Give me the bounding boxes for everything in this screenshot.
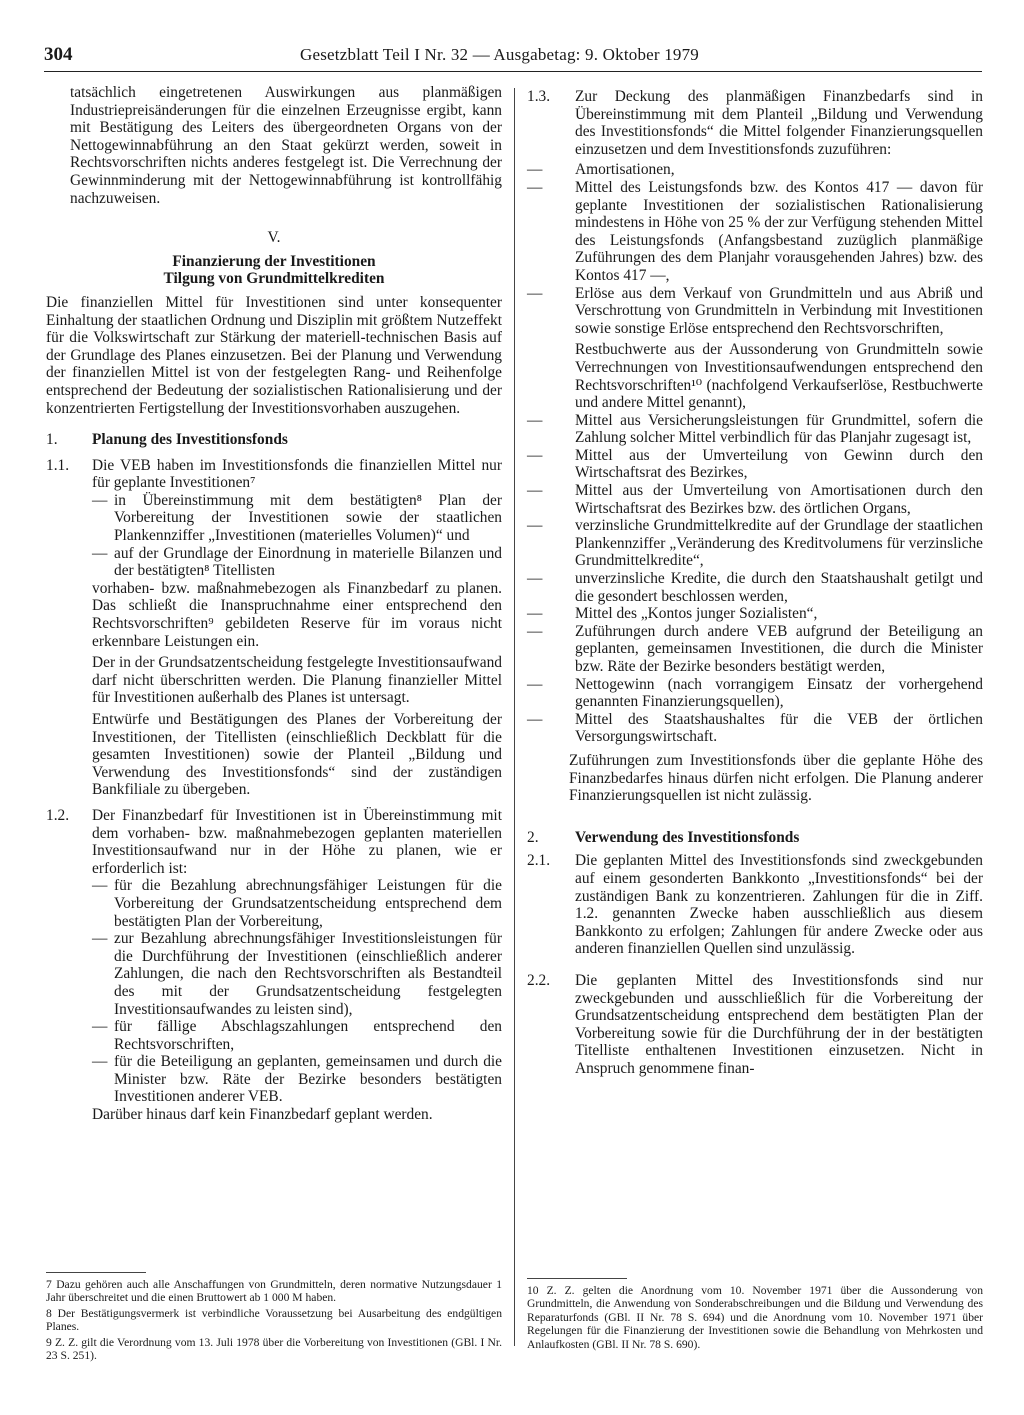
list-item: — für die Bezahlung abrechnungsfähiger Leistungen für die Vorbereitung der Grundsatzentscheidung entsprechend dem bestätigten Plan der Vorbereitung, [92,877,502,930]
paragraph-text: Darüber hinaus darf kein Finanzbedarf geplant werden. [92,1106,433,1124]
paragraph-number: 2.2. [527,971,551,989]
list-item: — Mittel aus der Umverteilung von Amortisationen durch den Wirtschaftsrat des Bezirkes bzw. des örtlichen Organs, [527,482,983,517]
paragraph-2-2-text: Die geplanten Mittel des Investitionsfonds sind nur zweckgebunden und ausschließlich für die Vorbereitung der Grundsatzentscheidung entsprechend dem bestätigten Plan der Vorbereitung sowie für die Durchführung der in der bestätigten Titelliste enthaltenen Investitionen einzusetzen. Nicht in Anspruch genommene finan- [575,971,983,1077]
heading-1-number: 1. [46,431,58,449]
list-item: — Mittel des Staatshaushaltes für die VEB der örtlichen Versorgungswirtschaft. [527,710,983,746]
list-item: — Nettogewinn (nach vorrangigem Einsatz der vorhergehend genannten Finanzierungsquellen), [527,675,983,711]
right-column [527,88,983,1077]
list-item: — Mittel aus Versicherungsleistungen für Grundmittel, sofern die Zahlung solcher Mittel verbindlich für das Planjahr zugesagt ist, [527,411,983,447]
intro-paragraph: tatsächlich eingetretenen Auswirkungen aus planmäßigen Industriepreisänderungen für die einzelnen Erzeugnisse ergibt, kann mit Bestätigung des Leiters des übergeordneten Organs von der Nettogewinnabführung an den Staat gekürzt werden, soweit in Rechtsvorschriften nichts anderes festgelegt ist. Die Verrechnung der Gewinnminderung mit der Nettogewinnabführung ist kontrollfähig nachzuweisen. [70,84,502,207]
section-title-2: Tilgung von Grundmittelkrediten [163,270,385,288]
footnotes-left [46,1278,502,1362]
paragraph-text: Der in der Grundsatzentscheidung festgelegte Investitionsaufwand darf nicht überschritten werden. Die Planung finanzieller Mittel für Investitionen außerhalb des Planes ist untersagt. [92,654,502,707]
footnote-9: 9 Z. Z. gilt die Verordnung vom 13. Juli 1978 über die Vorbereitung von Investitionen (GBl. I Nr. 23 S. 251). [46,1335,502,1363]
paragraph-number: 2.1. [527,852,551,870]
heading-2 [527,829,983,847]
header-rule [44,71,982,72]
list-item: — Zuführungen durch andere VEB aufgrund der Beteiligung an geplanten, gemeinsamen Investitionen, die durch die Minister bzw. Räte der Bezirke besonders bestätigt werden, [527,622,983,675]
paragraph-text: vorhaben- bzw. maßnahmebezogen als Finanzbedarf zu planen. Das schließt die Inanspruchnahme einer entsprechend den Rechtsvorschriften⁹ gebildeten Reserve für im voraus nicht erkennbare Leistungen ein. [92,579,502,650]
column-divider [514,88,515,1346]
list-item: — unverzinsliche Kredite, die durch den Staatshaushalt getilgt und die gesondert beschlossen werden, [527,570,983,605]
header-title: Gesetzblatt Teil I Nr. 32 — Ausgabetag: 9. Oktober 1979 [300,45,700,64]
footnote-rule [527,1278,627,1279]
heading-2-number: 2. [527,828,539,846]
paragraph-number: 1.1. [46,456,70,474]
paragraph-1-1 [46,457,502,799]
page-header [44,44,984,70]
section-title-1: Finanzierung der Investitionen [172,252,376,270]
footnote-8: 8 Der Bestätigungsvermerk ist verbindliche Voraussetzung bei Ausarbeitung des endgültigen Planes. [46,1306,502,1334]
list-item: — auf der Grundlage der Einordnung in materielle Bilanzen und der bestätigten⁸ Titellisten [92,544,502,580]
paragraph-number: 1.3. [527,88,551,105]
footnote-7: 7 Dazu gehören auch alle Anschaffungen von Grundmitteln, deren normative Nutzungsdauer 1 Jahr überschreitet und die einen Bruttowert ab 1 000 M haben. [46,1278,502,1305]
paragraph-1-2-text: Der Finanzbedarf für Investitionen ist in Übereinstimmung mit dem vorhaben- bzw. maßnahmebezogen geplanten materiellen Investitionsaufwand nur in der Höhe zu planen, wie er erforderlich ist: [92,806,502,877]
paragraph-1-2 [46,807,502,1124]
list-item: — in Übereinstimmung mit dem bestätigten⁸ Plan der Vorbereitung der Investitionen sowie der staatlichen Plankennziffer „Investitionen (materielles Volumen)“ und [92,491,502,545]
list-item: — Mittel aus der Umverteilung von Gewinn durch den Wirtschaftsrat des Bezirkes, [527,446,983,482]
list-item: — Amortisationen, [527,161,675,179]
paragraph-number: 1.2. [46,806,70,824]
left-column [46,84,502,1124]
list-item: — Erlöse aus dem Verkauf von Grundmitteln und aus Abriß und Verschrottung von Grundmitteln in Verbindung mit Investitionen sowie sonstige Erlöse entsprechend den Rechtsvorschriften, [527,284,983,337]
list-item: — verzinsliche Grundmittelkredite auf der Grundlage der staatlichen Plankennziffer „Veränderung des Kreditvolumens für verzinsliche Grundmittelkredite“, [527,517,983,570]
list-item: — Mittel des Leistungsfonds bzw. des Kontos 417 — davon für geplante Investitionen der sozialistischen Rationalisierung mindestens in Höhe von 25 % der zur Verfügung stehenden Mittel des Leistungsfonds (Anfangsbestand zuzüglich planmäßige Zuführungen des dem Planjahr vorausgehenden Jahres) bzw. des Kontos 417 —, [527,178,983,284]
paragraph-2-2 [527,972,983,1078]
footnote-rule [46,1272,146,1273]
page-number: 304 [44,44,73,65]
paragraph-1-3 [527,88,983,158]
heading-2-title: Verwendung des Investitionsfonds [575,828,800,846]
paragraph-2-1-text: Die geplanten Mittel des Investitionsfonds sind zweckgebunden auf einem gesonderten Bankkonto „Investitionsfonds“ bei der zuständigen Bank zu konzentrieren. Zahlungen für die in Ziff. 1.2. genannten Zwecke haben ausschließlich aus diesem Bankkonto zu erfolgen; Zahlungen für andere Zwecke oder aus anderen finanziellen Quellen sind unzulässig. [575,852,983,958]
list-item: — für die Beteiligung an geplanten, gemeinsamen und durch die Minister bzw. Räte der Bezirke besonders bestätigten Investitionen anderer VEB. [92,1053,502,1106]
footnotes-right [527,1284,983,1351]
list-item: — zur Bezahlung abrechnungsfähiger Investitionsleistungen für die Durchführung der Investitionen (einschließlich anderer Zahlungen, die nach den Rechtsvorschriften als Bestandteil des mit der Grundsatzentscheidung festgelegten Investitionsaufwandes zu leisten sind), [92,930,502,1018]
section-number: V. [267,229,281,247]
paragraph-text: Restbuchwerte aus der Aussonderung von Grundmitteln sowie Verrechnungen von Investitionsaufwendungen entsprechend den Rechtsvorschriften¹⁰ (nachfolgend Verkaufserlöse, Restbuchwerte und andere Mittel genannt), [575,341,983,412]
footnote-10: 10 Z. Z. gelten die Anordnung vom 10. November 1971 über die Aussonderung von Grundmitteln, die Anwendung von Sonderabschreibungen und die Bildung und Verwendung des Reparaturfonds (GBl. II Nr. 78 S. 694) und die Anordnung vom 10. November 1971 über Regelungen für die Finanzierung der Investitionen sowie die Behandlung von Mehrkosten und Anlaufkosten (GBl. II Nr. 78 S. 690). [527,1284,983,1351]
paragraph-2-1 [527,852,983,958]
heading-1 [46,431,502,449]
paragraph-text: Zuführungen zum Investitionsfonds über die geplante Höhe des Finanzbedarfes hinaus dürfen nicht erfolgen. Die Planung anderer Finanzierungsquellen ist nicht zulässig. [569,751,983,805]
paragraph-text: Entwürfe und Bestätigungen des Planes der Vorbereitung der Investitionen, der Titellisten (einschließlich Deckblatt für die gesamten Investitionen) sowie der Planteil „Bildung und Verwendung des Investitionsfonds“ sind der zuständigen Bankfiliale zu übergeben. [92,711,502,799]
paragraph-1-1-text: Die VEB haben im Investitionsfonds die finanziellen Mittel nur für geplante Investitionen⁷ [92,456,502,492]
list-item: — Mittel des „Kontos junger Sozialisten“, [527,605,818,623]
heading-1-title: Planung des Investitionsfonds [92,431,288,449]
list-item: — für fällige Abschlagszahlungen entsprechend den Rechtsvorschriften, [92,1018,502,1053]
paragraph-1-3-text: Zur Deckung des planmäßigen Finanzbedarfs sind in Übereinstimmung mit dem Planteil „Bildung und Verwendung des Investitionsfonds“ die Mittel folgender Finanzierungsquellen einzusetzen und dem Investitionsfonds zuzuführen: [575,88,983,158]
section-intro: Die finanziellen Mittel für Investitionen sind unter konsequenter Einhaltung der staatlichen Ordnung und Disziplin mit größtem Nutzeffekt für die Volkswirtschaft zur Stärkung der materiell-technischen Basis auf der Grundlage des Planes einzusetzen. Bei der Planung und Verwendung der finanziellen Mittel ist von der festgelegten Rang- und Reihenfolge entsprechend der Bedeutung der sozialistischen Rationalisierung und der konzentrierten Fertigstellung der Investitionsvorhaben auszugehen. [46,293,502,417]
